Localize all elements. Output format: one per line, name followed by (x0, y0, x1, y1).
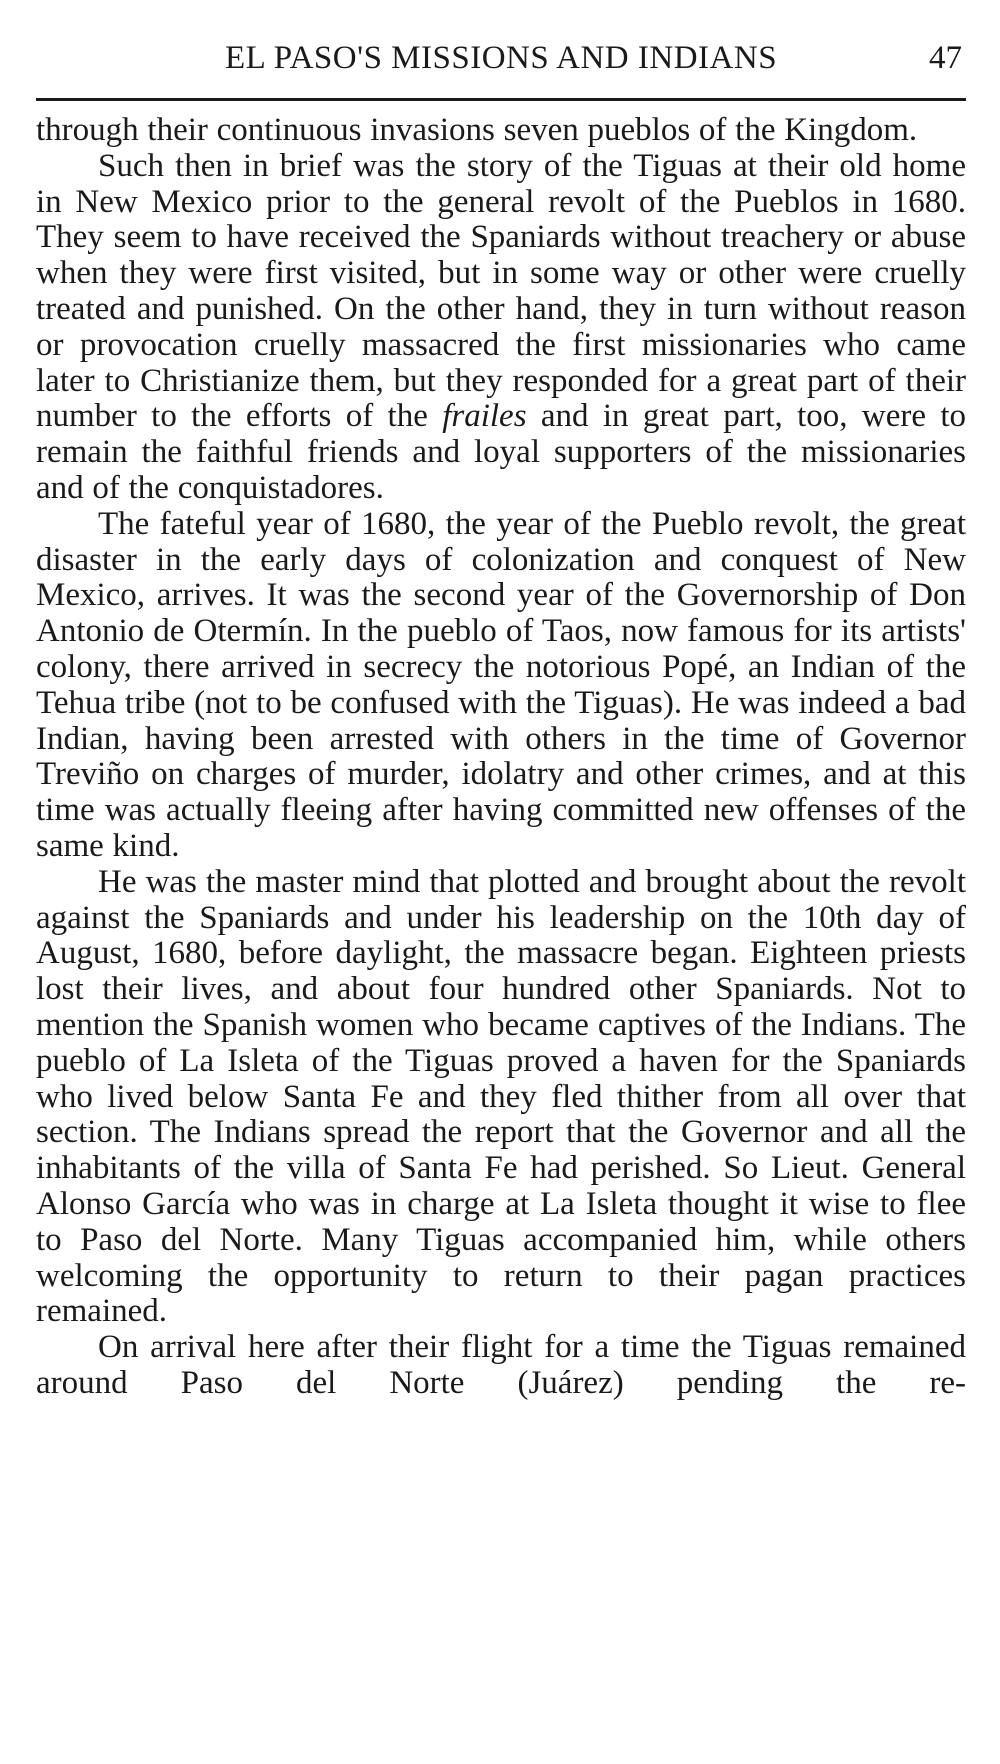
paragraph-arrival: On arrival here after their flight for a time the Tiguas remained around Paso del Norte (Juárez) pending the re- (36, 1329, 966, 1401)
running-title: EL PASO'S MISSIONS AND INDIANS (224, 40, 778, 76)
paragraph-tiguas-story (36, 149, 966, 507)
paragraph-pueblo-revolt: The fateful year of 1680, the year of the Pueblo revolt, the great disaster in the early days of colonization and conquest of New Mexico, arrives. It was the second year of the Governorship of Don Antonio de Otermín. In the pueblo of Taos, now famous for its artists' colony, there arrived in secrecy the notorious Popé, an Indian of the Tehua tribe (not to be confused with the Tiguas). He was indeed a bad Indian, having been arrested with others in the time of Governor Treviño on charges of murder, idolatry and other crimes, and at this time was actually fleeing after having committed new offenses of the same kind. (36, 505, 966, 864)
italic-term: frailes (442, 398, 527, 435)
page-number: 47 (929, 40, 962, 76)
paragraph-massacre: He was the master mind that plotted and brought about the revolt against the Spaniards and under his leadership on the 10th day of August, 1680, before daylight, the massacre began. Eighteen priests lost their lives, and about four hundred other Spaniards. Not to mention the Spanish women who became captives of the Indians. The pueblo of La Isleta of the Tiguas proved a haven for the Spaniards who lived below Santa Fe and they fled thither from all over that section. The Indians spread the report that the Governor and all the inhabitants of the villa of Santa Fe had perished. So Lieut. General Alonso García who was in charge at La Isleta thought it wise to flee to Paso del Norte. Many Tiguas accompanied him, while others welcoming the opportunity to return to their pagan practices remained. (36, 863, 966, 1330)
paragraph-continuation: through their continuous invasions seven pueblos of the Kingdom. (36, 112, 918, 148)
book-page (36, 36, 966, 1736)
body-text (36, 113, 966, 1402)
running-header (36, 36, 966, 101)
paragraph-text: Such then in brief was the story of the Tiguas at their old home in New Mexico prior to the general revolt of the Pueblos in 1680. They seem to have received the Spaniards without treachery or abuse when they were first visited, but in some way or other were cruelly treated and punished. On the other hand, they in turn without reason or provocation cruelly massacred the first missionaries who came later to Christianize them, but they responded for a great part of their number to the efforts of the (36, 147, 966, 435)
paragraph-text: and in great part, too, were to remain the faithful friends and loyal supporters of the missionaries and of the conquistadores. (36, 398, 966, 506)
